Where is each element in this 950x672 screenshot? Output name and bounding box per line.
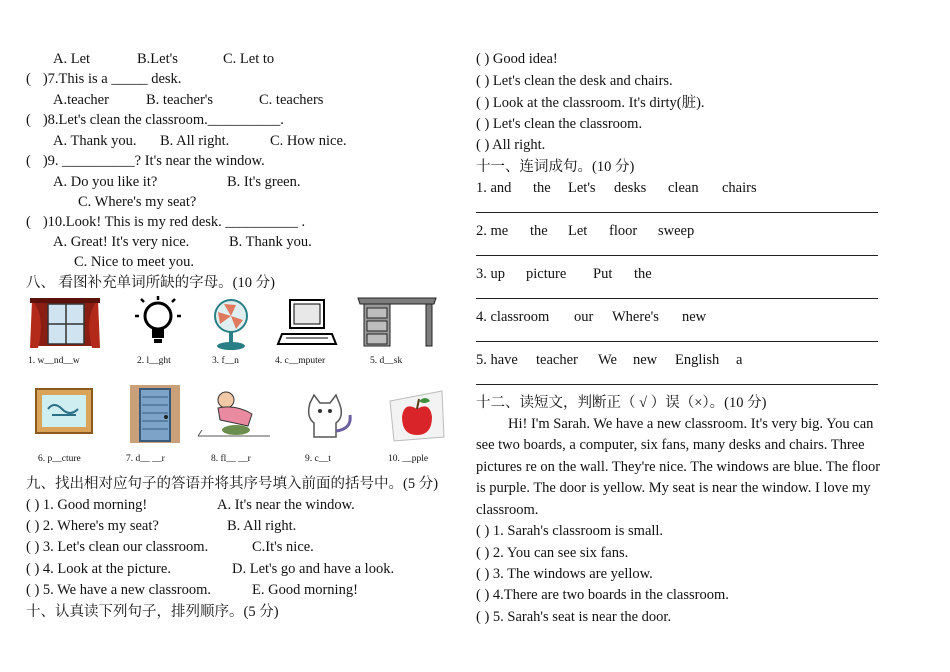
passage-line-3: pictures re on the wall. They're nice. The windows are blue. The floor bbox=[476, 459, 881, 475]
picture-caption-10: 10. __pple bbox=[388, 454, 429, 464]
question-9: ( )9. __________? It's near the window. bbox=[26, 153, 265, 169]
answer-line-2[interactable] bbox=[476, 255, 878, 256]
floor-icon bbox=[196, 390, 272, 442]
order-item-1: ( ) Good idea! bbox=[476, 51, 558, 67]
q9-options: A. Do you like it? B. It's green. bbox=[53, 174, 301, 190]
fan-icon bbox=[206, 296, 256, 352]
answer-line-5[interactable] bbox=[476, 384, 878, 385]
picture-caption-6: 6. p__cture bbox=[38, 454, 81, 464]
sec9-item-3: ( ) 3. Let's clean our classroom. C.It's nice. bbox=[26, 539, 314, 555]
answer-line-4[interactable] bbox=[476, 341, 878, 342]
answer-line-3[interactable] bbox=[476, 298, 878, 299]
answer-line-1[interactable] bbox=[476, 212, 878, 213]
picture-caption-5: 5. d__sk bbox=[370, 356, 403, 366]
q8-options: A. Thank you. B. All right. C. How nice. bbox=[53, 133, 347, 149]
sec11-item-3: 3. up picture Put the bbox=[476, 266, 652, 282]
question-7: ( )7.This is a _____ desk. bbox=[26, 71, 182, 87]
picture-caption-4: 4. c__mputer bbox=[275, 356, 326, 366]
door-icon bbox=[128, 383, 182, 445]
q9-option-c: C. Where's my seat? bbox=[78, 194, 197, 210]
picture-caption-7: 7. d__ __r bbox=[126, 454, 165, 464]
section-8-title: 八、 看图补充单词所缺的字母。(10 分) bbox=[26, 275, 275, 291]
q10-option-c: C. Nice to meet you. bbox=[74, 254, 195, 270]
sec11-item-4: 4. classroom our Where's new bbox=[476, 309, 707, 325]
order-item-2: ( ) Let's clean the desk and chairs. bbox=[476, 73, 673, 89]
q10-options: A. Great! It's very nice. B. Thank you. bbox=[53, 234, 312, 250]
section-12-title: 十二、读短文，判断正（ √ ）误（×）。(10 分) bbox=[476, 395, 767, 411]
section-11-title: 十一、连词成句。(10 分) bbox=[476, 159, 635, 175]
passage-line-5: classroom. bbox=[476, 502, 539, 518]
passage-line-4: is purple. The door is yellow. My seat is near the window. I love my bbox=[476, 480, 871, 496]
order-item-5: ( ) All right. bbox=[476, 137, 546, 153]
picture-caption-3: 3. f__n bbox=[212, 356, 239, 366]
sec9-item-4: ( ) 4. Look at the picture. D. Let's go and have a look. bbox=[26, 561, 395, 577]
sec9-item-5: ( ) 5. We have a new classroom. E. Good morning! bbox=[26, 582, 358, 598]
picture-icon bbox=[32, 385, 96, 441]
judge-item-5: ( ) 5. Sarah's seat is near the door. bbox=[476, 609, 672, 625]
order-item-4: ( ) Let's clean the classroom. bbox=[476, 116, 643, 132]
computer-icon bbox=[276, 296, 338, 352]
sec9-item-1: ( ) 1. Good morning! A. It's near the window. bbox=[26, 497, 355, 513]
question-10: ( )10.Look! This is my red desk. __________ . bbox=[26, 214, 306, 230]
section-10-title: 十、认真读下列句子，排列顺序。(5 分) bbox=[26, 604, 279, 620]
order-item-3: ( ) Look at the classroom. It's dirty(脏). bbox=[476, 95, 705, 111]
sec11-item-5: 5. have teacher We new English a bbox=[476, 352, 743, 368]
question-8: ( )8.Let's clean the classroom.__________. bbox=[26, 112, 284, 128]
passage-line-1: Hi! I'm Sarah. We have a new classroom. It's very big. You can bbox=[508, 416, 874, 432]
picture-caption-8: 8. fl__ __r bbox=[211, 454, 251, 464]
picture-caption-2: 2. l__ght bbox=[137, 356, 171, 366]
section-9-title: 九、找出相对应句子的答语并将其序号填入前面的括号中。(5 分) bbox=[26, 476, 439, 492]
q6-options: A. Let B.Let's C. Let to bbox=[53, 51, 275, 67]
sec9-item-2: ( ) 2. Where's my seat? B. All right. bbox=[26, 518, 297, 534]
sec11-item-1: 1. and the Let's desks clean chairs bbox=[476, 180, 757, 196]
passage-line-2: see two boards, a computer, six fans, many desks and chairs. Three bbox=[476, 437, 865, 453]
q7-options: A.teacher B. teacher's C. teachers bbox=[53, 92, 324, 108]
apple-icon bbox=[386, 387, 448, 445]
judge-item-4: ( ) 4.There are two boards in the classroom. bbox=[476, 587, 729, 603]
judge-item-2: ( ) 2. You can see six fans. bbox=[476, 545, 629, 561]
judge-item-1: ( ) 1. Sarah's classroom is small. bbox=[476, 523, 664, 539]
picture-caption-1: 1. w__nd__w bbox=[28, 356, 80, 366]
cat-icon bbox=[300, 393, 358, 443]
light-bulb-icon bbox=[133, 294, 183, 352]
desk-icon bbox=[356, 292, 438, 350]
picture-caption-9: 9. c__t bbox=[305, 454, 331, 464]
sec11-item-2: 2. me the Let floor sweep bbox=[476, 223, 695, 239]
window-icon bbox=[28, 296, 102, 352]
q7-answer-blank[interactable]: _____ bbox=[111, 71, 148, 87]
judge-item-3: ( ) 3. The windows are yellow. bbox=[476, 566, 653, 582]
